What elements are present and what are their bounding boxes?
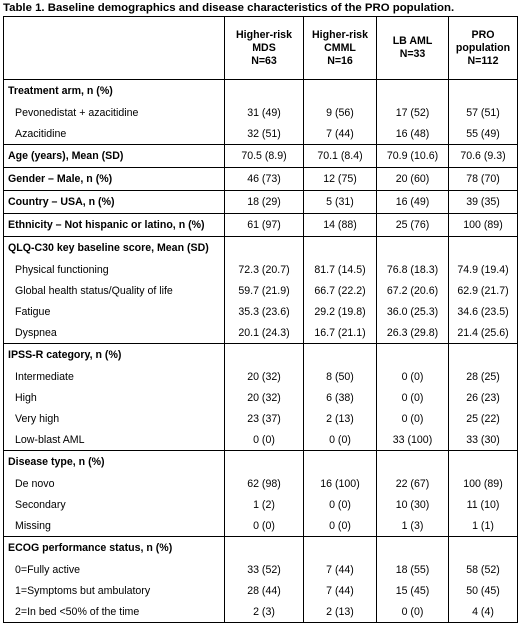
header-pro-population: PRO population N=112 (449, 17, 518, 80)
row-ethnicity: Ethnicity – Not hispanic or latino, n (%) 61 (97) 14 (88) 25 (76) 100 (89) (4, 214, 518, 237)
table-row: Physical functioning 72.3 (20.7) 81.7 (14.5) 76.8 (18.3) 74.9 (19.4) (4, 259, 518, 280)
row-age: Age (years), Mean (SD) 70.5 (8.9) 70.1 (8.4) 70.9 (10.6) 70.6 (9.3) (4, 145, 518, 168)
table-row: 0=Fully active 33 (52) 7 (44) 18 (55) 58 (52) (4, 559, 518, 580)
table-row: Low-blast AML 0 (0) 0 (0) 33 (100) 33 (30) (4, 429, 518, 451)
table-row: 1=Symptoms but ambulatory 28 (44) 7 (44) 15 (45) 50 (45) (4, 580, 518, 601)
table-row: Very high 23 (37) 2 (13) 0 (0) 25 (22) (4, 408, 518, 429)
table-row: Dyspnea 20.1 (24.3) 16.7 (21.1) 26.3 (29.8) 21.4 (25.6) (4, 322, 518, 344)
section-treatment-arm: Treatment arm, n (%) (4, 80, 518, 103)
table-row: Pevonedistat + azacitidine 31 (49) 9 (56) 17 (52) 57 (51) (4, 102, 518, 123)
table-row: Missing 0 (0) 0 (0) 1 (3) 1 (1) (4, 515, 518, 537)
header-hr-cmml: Higher-risk CMML N=16 (304, 17, 377, 80)
header-lb-aml: LB AML N=33 (377, 17, 449, 80)
table-row: De novo 62 (98) 16 (100) 22 (67) 100 (89) (4, 473, 518, 494)
table-row: Fatigue 35.3 (23.6) 29.2 (19.8) 36.0 (25.3) 34.6 (23.5) (4, 301, 518, 322)
table-title: Table 1. Baseline demographics and disease characteristics of the PRO population. (3, 2, 455, 14)
header-blank (4, 17, 225, 80)
section-qlq-c30: QLQ-C30 key baseline score, Mean (SD) (4, 237, 518, 260)
row-country: Country – USA, n (%) 18 (29) 5 (31) 16 (49) 39 (35) (4, 191, 518, 214)
table-row: High 20 (32) 6 (38) 0 (0) 26 (23) (4, 387, 518, 408)
table-row: 2=In bed <50% of the time 2 (3) 2 (13) 0 (0) 4 (4) (4, 601, 518, 623)
section-ipss-r: IPSS-R category, n (%) (4, 344, 518, 367)
table-row: Intermediate 20 (32) 8 (50) 0 (0) 28 (25) (4, 366, 518, 387)
table-row: Global health status/Quality of life 59.7 (21.9) 66.7 (22.2) 67.2 (20.6) 62.9 (21.7) (4, 280, 518, 301)
section-disease-type: Disease type, n (%) (4, 451, 518, 474)
table-row: Secondary 1 (2) 0 (0) 10 (30) 11 (10) (4, 494, 518, 515)
header-hr-mds: Higher-risk MDS N=63 (225, 17, 304, 80)
baseline-demographics-table (3, 16, 518, 623)
header-row (4, 17, 518, 80)
section-ecog: ECOG performance status, n (%) (4, 537, 518, 560)
table-row: Azacitidine 32 (51) 7 (44) 16 (48) 55 (49) (4, 123, 518, 145)
row-gender: Gender – Male, n (%) 46 (73) 12 (75) 20 (60) 78 (70) (4, 168, 518, 191)
